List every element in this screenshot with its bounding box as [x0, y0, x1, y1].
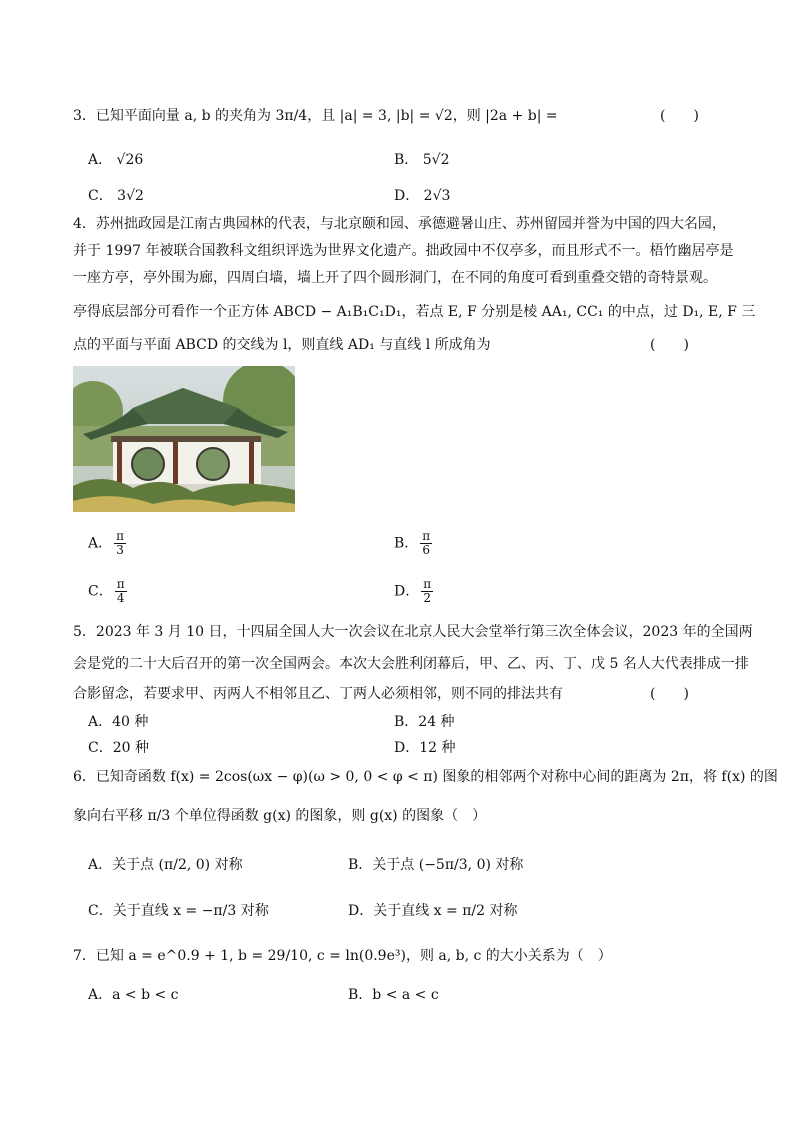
q5-option-a: A．40 种	[88, 714, 149, 730]
q4-option-b: B． $\frac{\pi}{6}$	[394, 529, 431, 557]
q4-line-4: 亭得底层部分可看作一个正方体 ABCD − A₁B₁C₁D₁，若点 E, F 分别是棱 AA₁, CC₁ 的中点，过 D₁, E, F 三	[73, 304, 756, 320]
q3-answer-paren: ( )	[660, 108, 699, 124]
q7-option-a: A．a < b < c	[88, 987, 179, 1003]
q6-line-2: 象向右平移 π/3 个单位得函数 g(x) 的图象，则 g(x) 的图象（ ）	[73, 808, 487, 824]
q5-option-c: C．20 种	[88, 740, 149, 756]
q4-option-d: D． $\frac{\pi}{2}$	[394, 577, 432, 605]
q6-option-b: B．关于点 (−5π/3, 0) 对称	[348, 857, 524, 873]
q3-option-a: A． √26	[88, 152, 144, 168]
q5-line-1: 5．2023 年 3 月 10 日，十四届全国人大一次会议在北京人民大会堂举行第三次全体会议，2023 年的全国两	[73, 624, 753, 640]
q5-option-b: B．24 种	[394, 714, 455, 730]
q4-option-c-fraction: $\frac{\pi}{4}$	[116, 577, 125, 605]
q3-stem: 3．已知平面向量 a, b 的夹角为 3π/4，且 |a| = 3, |b| = √2，则 |2a + b| =	[73, 108, 558, 124]
q5-option-d: D．12 种	[394, 740, 456, 756]
q6-option-c: C．关于直线 x = −π/3 对称	[88, 903, 269, 919]
q4-answer-paren: ( )	[650, 337, 689, 353]
q7-stem: 7．已知 a = e^0.9 + 1, b = 29/10, c = ln(0.9e³)，则 a, b, c 的大小关系为（ ）	[73, 948, 612, 964]
q5-line-3: 合影留念，若要求甲、丙两人不相邻且乙、丁两人必须相邻，则不同的排法共有	[73, 686, 563, 702]
q3-option-b: B． 5√2	[394, 152, 450, 168]
q5-answer-paren: ( )	[650, 686, 689, 702]
q6-line-1: 6．已知奇函数 f(x) = 2cos(ωx − φ)(ω > 0, 0 < φ < π) 图象的相邻两个对称中心间的距离为 2π，将 f(x) 的图	[73, 769, 778, 785]
q6-option-d: D．关于直线 x = π/2 对称	[348, 903, 518, 919]
pavilion-photo	[73, 366, 295, 512]
q4-line-5: 点的平面与平面 ABCD 的交线为 l，则直线 AD₁ 与直线 l 所成角为	[73, 337, 491, 353]
q4-option-a-fraction: $\frac{\pi}{3}$	[116, 529, 125, 557]
q4-option-c: C． $\frac{\pi}{4}$	[88, 577, 125, 605]
q4-option-b-fraction: $\frac{\pi}{6}$	[422, 529, 431, 557]
q3-option-d: D． 2√3	[394, 188, 451, 204]
q4-line-3: 一座方亭，亭外围为廊，四周白墙，墙上开了四个圆形洞门，在不同的角度可看到重叠交错的奇特景观。	[73, 270, 717, 286]
q7-option-b: B．b < a < c	[348, 987, 439, 1003]
q3-option-c: C． 3√2	[88, 188, 144, 204]
q4-option-d-fraction: $\frac{\pi}{2}$	[423, 577, 432, 605]
q4-line-1: 4．苏州拙政园是江南古典园林的代表，与北京颐和园、承德避暑山庄、苏州留园并誉为中国的四大名园，	[73, 216, 726, 232]
q4-option-a: A． $\frac{\pi}{3}$	[88, 529, 125, 557]
q5-line-2: 会是党的二十大后召开的第一次全国两会。本次大会胜利闭幕后，甲、乙、丙、丁、戊 5 名人大代表排成一排	[73, 656, 749, 672]
q6-option-a: A．关于点 (π/2, 0) 对称	[88, 857, 243, 873]
q4-line-2: 并于 1997 年被联合国教科文组织评选为世界文化遗产。拙政园中不仅亭多，而且形式不一。梧竹幽居亭是	[73, 243, 734, 259]
